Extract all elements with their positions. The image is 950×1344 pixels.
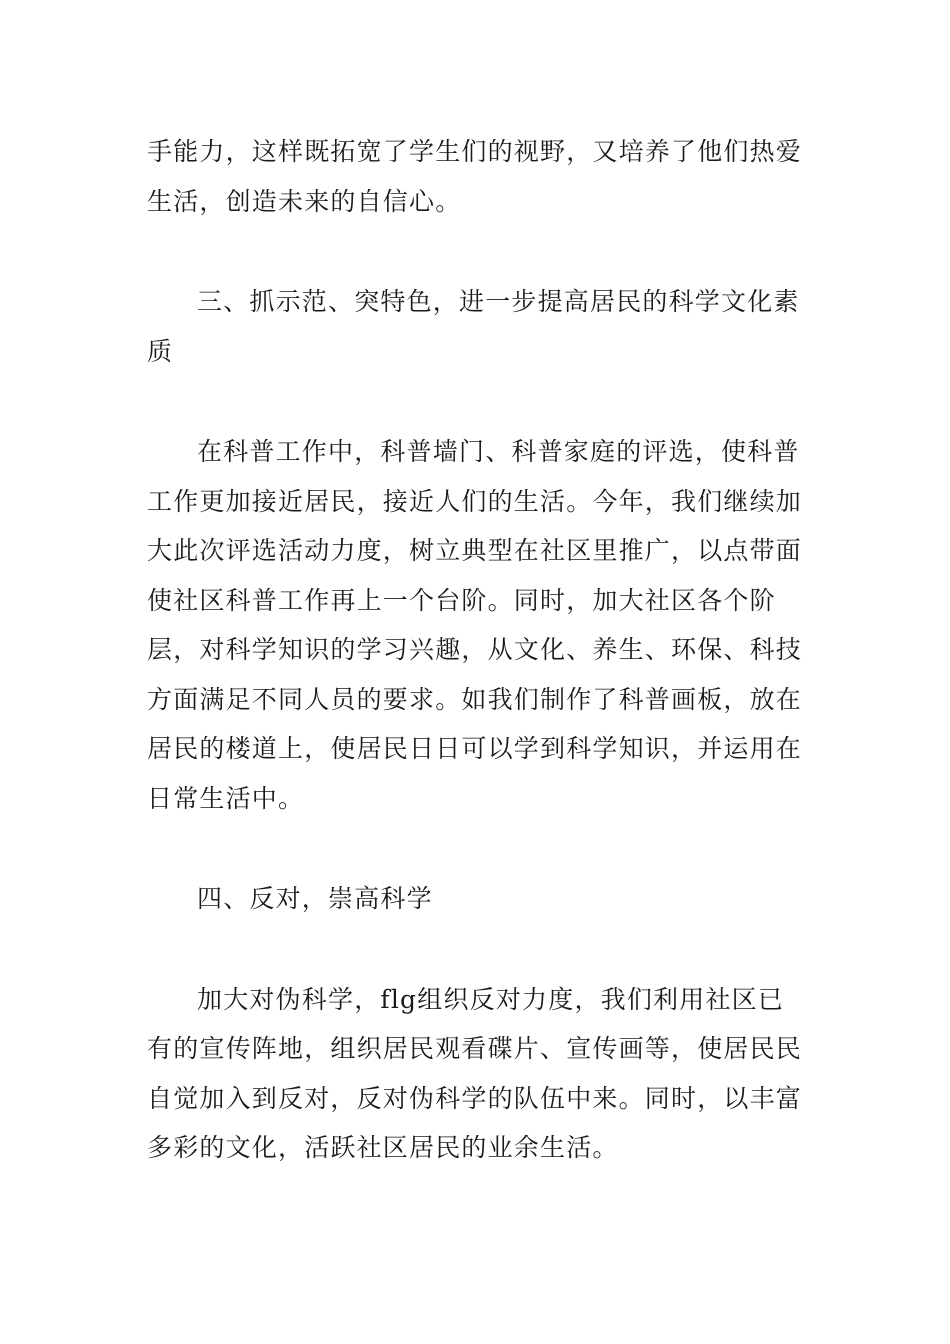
document-body [147,127,807,1173]
paragraph-anti-pseudoscience: 加大对伪科学，flg组织反对力度，我们利用社区已有的宣传阵地，组织居民观看碟片、宣传画等，使居民民自觉加入到反对，反对伪科学的队伍中来。同时，以丰富多彩的文化，活跃社区居民的业余生活。 [147,984,803,1162]
paragraph-science-work: 在科普工作中，科普墙门、科普家庭的评选，使科普工作更加接近居民，接近人们的生活。今年，我们继续加大此次评选活动力度，树立典型在社区里推广，以点带面使社区科普工作再上一个台阶。同时，加大社区各个阶层，对科学知识的学习兴趣，从文化、养生、环保、科技方面满足不同人员的要求。如我们制作了科普画板，放在居民的楼道上，使居民日日可以学到科学知识，并运用在日常生活中。 [147,437,803,813]
section-heading-4: 四、反对，崇高科学 [197,884,433,913]
section-heading-3: 三、抓示范、突特色，进一步提高居民的科学文化素质 [147,287,800,366]
paragraph-continuation: 手能力，这样既拓宽了学生们的视野，又培养了他们热爱生活，创造未来的自信心。 [147,137,803,216]
